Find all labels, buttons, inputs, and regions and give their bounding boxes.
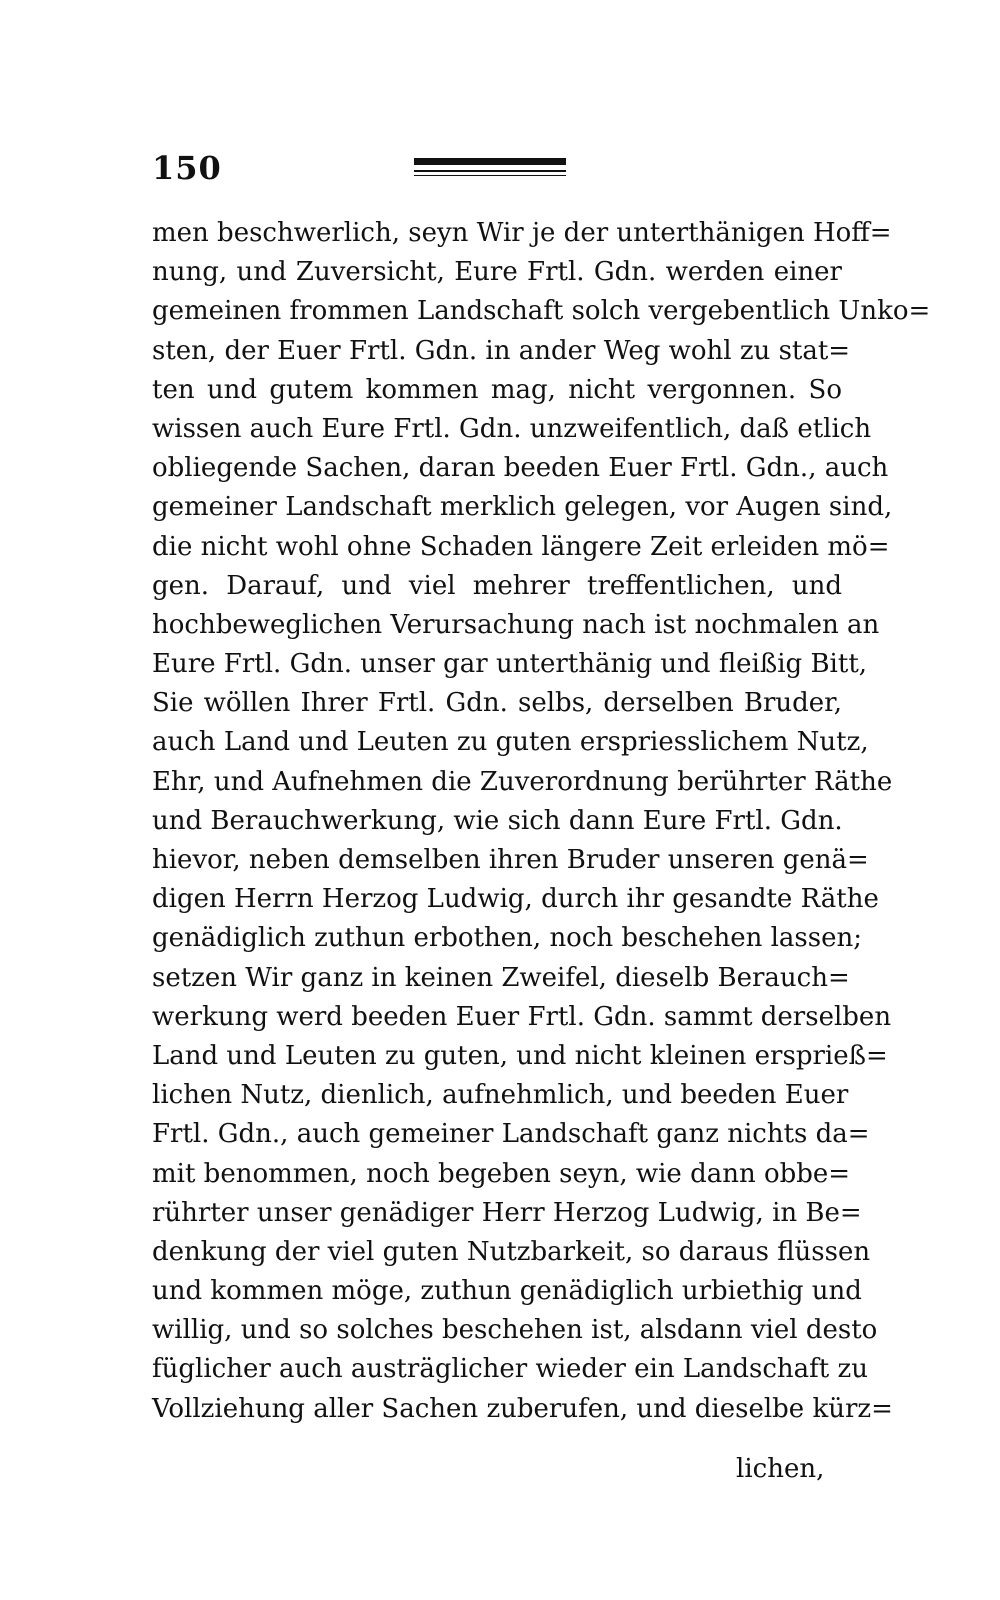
body-text — [152, 214, 931, 1429]
text-line: Sie wöllen Ihrer Frtl. Gdn. selbs, derselben Bruder, — [152, 688, 842, 719]
text-line: nung, und Zuversicht, Eure Frtl. Gdn. werden einer — [152, 257, 842, 288]
text-line: Ehr, und Aufnehmen die Zuverordnung berührter Räthe — [152, 766, 893, 797]
header-rule-hairline — [414, 175, 566, 176]
text-line: gemeiner Landschaft merklich gelegen, vor Augen sind, — [152, 492, 893, 523]
text-line: rührter unser genädiger Herr Herzog Ludwig, in Be= — [152, 1197, 862, 1228]
text-line: die nicht wohl ohne Schaden längere Zeit erleiden mö= — [152, 531, 890, 562]
page-header — [152, 150, 582, 190]
text-line: füglicher auch austräglicher wieder ein Landschaft zu — [152, 1354, 868, 1385]
text-line: Frtl. Gdn., auch gemeiner Landschaft ganz nichts da= — [152, 1119, 870, 1150]
text-line: auch Land und Leuten zu guten erspriesslichem Nutz, — [152, 727, 869, 758]
header-ornament-rule — [414, 158, 566, 178]
text-line: willig, und so solches beschehen ist, alsdann viel desto — [152, 1315, 878, 1346]
header-rule-thin — [414, 170, 566, 172]
page-number: 150 — [152, 149, 222, 187]
text-line: gen. Darauf, und viel mehrer treffentlichen, und — [152, 570, 842, 601]
text-line: und kommen möge, zuthun genädiglich urbiethig und — [152, 1276, 862, 1307]
text-line: hochbeweglichen Verursachung nach ist nochmalen an — [152, 609, 880, 640]
text-line: gemeinen frommen Landschaft solch vergebentlich Unko= — [152, 296, 931, 327]
text-line: setzen Wir ganz in keinen Zweifel, dieselb Berauch= — [152, 962, 850, 993]
text-line: Eure Frtl. Gdn. unser gar unterthänig und fleißig Bitt, — [152, 649, 868, 680]
text-line: ten und gutem kommen mag, nicht vergonnen. So — [152, 374, 842, 405]
text-line: mit benommen, noch begeben seyn, wie dann obbe= — [152, 1158, 851, 1189]
text-line: digen Herrn Herzog Ludwig, durch ihr gesandte Räthe — [152, 884, 879, 915]
text-line: werkung werd beeden Euer Frtl. Gdn. sammt derselben — [152, 1001, 892, 1032]
text-line: Vollziehung aller Sachen zuberufen, und dieselbe kürz= — [152, 1393, 893, 1424]
text-line: sten, der Euer Frtl. Gdn. in ander Weg wohl zu stat= — [152, 335, 851, 366]
text-line: genädiglich zuthun erbothen, noch beschehen lassen; — [152, 923, 863, 954]
text-line: men beschwerlich, seyn Wir je der unterthänigen Hoff= — [152, 218, 892, 248]
text-line: obliegende Sachen, daran beeden Euer Frtl. Gdn., auch — [152, 453, 889, 484]
text-line-final: lichen, — [736, 1454, 825, 1484]
text-line: wissen auch Eure Frtl. Gdn. unzweifentlich, daß etlich — [152, 413, 872, 444]
text-line: denkung der viel guten Nutzbarkeit, so daraus flüssen — [152, 1236, 871, 1267]
text-line: Land und Leuten zu guten, und nicht kleinen ersprieß= — [152, 1040, 888, 1071]
text-line: hievor, neben demselben ihren Bruder unseren genä= — [152, 845, 869, 875]
header-rule-thick — [414, 158, 566, 165]
text-line: lichen Nutz, dienlich, aufnehmlich, und beeden Euer — [152, 1080, 849, 1111]
text-line: und Berauchwerkung, wie sich dann Eure Frtl. Gdn. — [152, 805, 843, 836]
